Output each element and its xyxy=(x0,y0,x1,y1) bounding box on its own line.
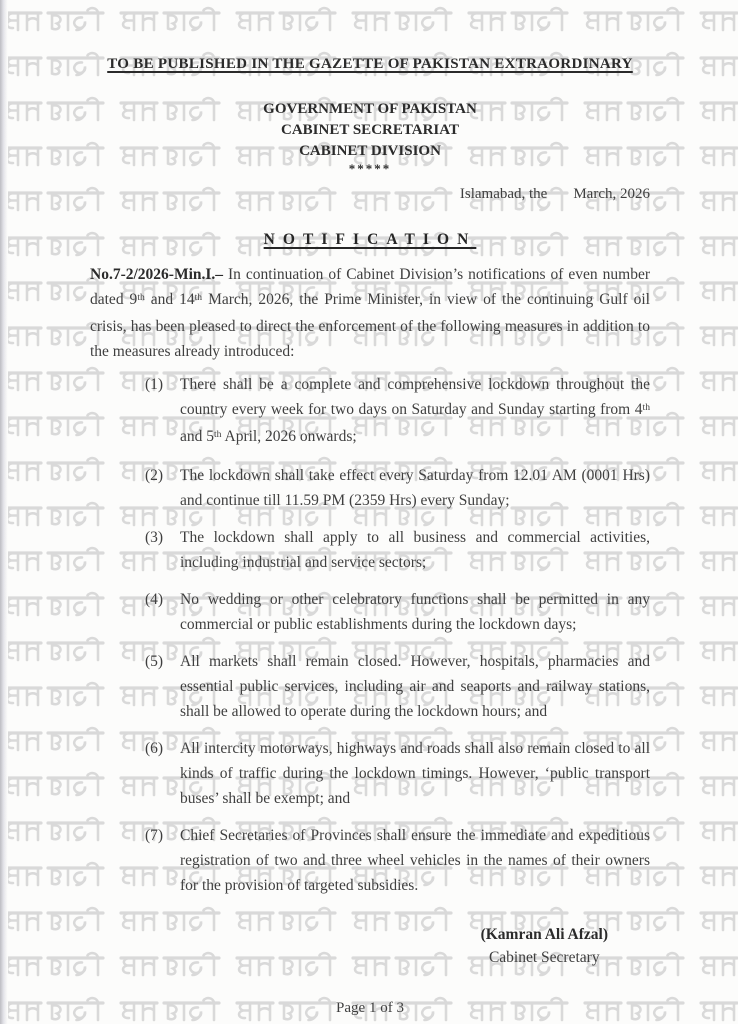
org-block xyxy=(90,99,650,162)
reference-number: No.7-2/2026-Min.I.– xyxy=(90,266,224,283)
signatory-name: (Kamran Ali Afzal) xyxy=(480,926,608,943)
org-line-division: CABINET DIVISION xyxy=(299,143,441,159)
signature-block xyxy=(90,922,650,970)
item1-seg-a: There shall be a complete and comprehensive lockdown throughout the country every week for two days on Saturday and Sunday starting from 4 xyxy=(180,376,650,418)
dateline-place: Islamabad, the xyxy=(459,186,548,202)
item-number: (7) xyxy=(145,827,164,844)
item-text xyxy=(180,372,650,451)
item-text: The lockdown shall take effect every Saturday from 12.01 AM (0001 Hrs) and continue till 11.59 PM (2359 Hrs) every Sunday; xyxy=(180,467,650,509)
list-item-1 xyxy=(90,372,650,451)
item-number: (4) xyxy=(145,591,164,608)
item-number: (2) xyxy=(145,467,164,484)
page-number: Page 1 of 3 xyxy=(336,1000,404,1016)
list-item-4 xyxy=(90,587,650,637)
intro-seg-c: March, 2026, the Prime Minister, in view of the continuing Gulf oil crisis, has been pleased to direct the enforcement of the following measures in addition to the measures already introduced: xyxy=(90,291,650,360)
item1-sup-a: th xyxy=(642,401,650,413)
list-item-3 xyxy=(90,525,650,575)
item-number: (3) xyxy=(145,529,164,546)
item-text: All markets shall remain closed. However, hospitals, pharmacies and essential public services, including air and seaports and railway stations, shall be allowed to operate during the lockdown hours; and xyxy=(180,653,650,720)
notification-title xyxy=(90,227,650,252)
intro-seg-a: In continuation of Cabinet Division’s notifications of even number dated 9 xyxy=(90,266,650,308)
item-text: The lockdown shall apply to all business and commercial activities, including industrial and service sectors; xyxy=(180,529,650,571)
item-text: No wedding or other celebratory functions shall be permitted in any commercial or public establishments during the lockdown days; xyxy=(180,591,650,633)
item1-seg-c: April, 2026 onwards; xyxy=(221,428,357,445)
item1-seg-b: and 5 xyxy=(180,428,215,445)
item-number: (1) xyxy=(145,376,164,393)
dateline xyxy=(90,182,650,207)
list-item-6 xyxy=(90,736,650,811)
measures-list xyxy=(90,372,650,898)
org-line-secretariat: CABINET SECRETARIAT xyxy=(281,122,459,138)
intro-sup-a: th xyxy=(137,291,145,303)
dateline-date: March, 2026 xyxy=(573,186,650,202)
org-line-government: GOVERNMENT OF PAKISTAN xyxy=(263,101,477,117)
gazette-header-text: TO BE PUBLISHED IN THE GAZETTE OF PAKISTAN EXTRAORDINARY xyxy=(107,56,633,72)
list-item-5 xyxy=(90,649,650,724)
item-text: Chief Secretaries of Provinces shall ensure the immediate and expeditious registration of two and three wheel vehicles in the names of their owners for the provision of targeted subsidies. xyxy=(180,827,650,894)
gazette-header xyxy=(90,52,650,77)
notification-title-text: NOTIFICATION xyxy=(263,231,477,248)
item-number: (5) xyxy=(145,653,164,670)
stars-separator: ***** xyxy=(348,161,392,176)
item-number: (6) xyxy=(145,740,164,757)
item-text: All intercity motorways, highways and roads shall also remain closed to all kinds of traffic during the lockdown timings. However, ‘public transport buses’ shall be exempt; and xyxy=(180,740,650,807)
list-item-7 xyxy=(90,823,650,898)
signatory-title: Cabinet Secretary xyxy=(488,949,600,966)
intro-paragraph xyxy=(90,262,650,364)
intro-seg-b: and 14 xyxy=(144,291,195,308)
scan-edge-line xyxy=(0,0,8,1024)
item1-sup-b: th xyxy=(214,428,222,440)
list-item-2 xyxy=(90,463,650,513)
intro-sup-b: th xyxy=(194,291,203,303)
